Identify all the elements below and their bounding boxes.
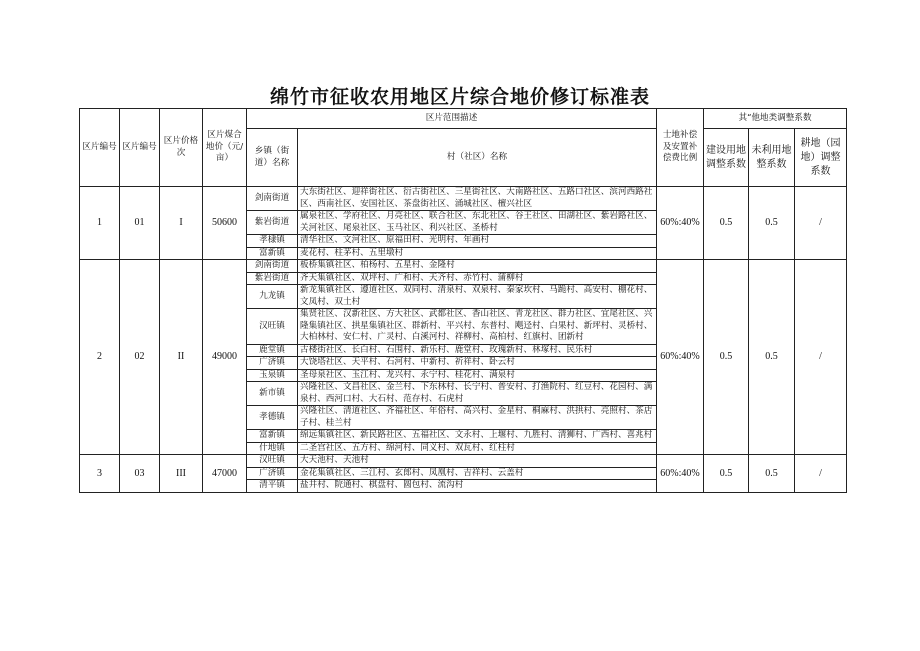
- compensation-ratio: 60%:40%: [657, 260, 704, 455]
- town-name: 剑南街道: [247, 187, 298, 211]
- town-name: 广济镇: [247, 357, 298, 370]
- header-construction: 建设用地调整系数: [704, 129, 749, 187]
- town-name: 新市镇: [247, 382, 298, 406]
- village-list: 大饶塔社区、天平村、石河村、中新村、祈祥村、卧云村: [298, 357, 657, 370]
- cultivated-coeff: /: [795, 187, 847, 260]
- village-list: 古楼街社区、长白村、石围村、新乐村、鹿堂村、玫瑰新村、林塚村、民乐村: [298, 344, 657, 357]
- compensation-ratio: 60%:40%: [657, 455, 704, 493]
- header-zone-no: 区片编号: [120, 109, 160, 187]
- header-compensation: 士地补偿及安置补偿费比例: [657, 109, 704, 187]
- unused-coeff: 0.5: [749, 187, 795, 260]
- header-price-line2: 地价（元/: [205, 141, 244, 152]
- zone-price: 49000: [203, 260, 247, 455]
- table-row: [80, 187, 847, 211]
- village-list: 兴隆社区、清道社区、齐福社区、年俗村、高兴村、金星村、桐麻村、洪拱村、亮照村、茶店子村、桂兰村: [298, 406, 657, 430]
- cultivated-coeff: /: [795, 260, 847, 455]
- town-name: 富新镇: [247, 430, 298, 443]
- header-unused: 未利用地整系数: [749, 129, 795, 187]
- town-name: 剑南街道: [247, 260, 298, 273]
- unused-coeff: 0.5: [749, 260, 795, 455]
- village-list: 金花集镇社区、三江村、玄郎村、凤凰村、吉祥村、云盖村: [298, 467, 657, 480]
- town-name: 汉旺镇: [247, 455, 298, 468]
- village-list: 大东街社区、迎祥街社区、衍古街社区、三星街社区、大南路社区、五路口社区、滨河西路社区、西南社区、安国社区、茶盘街社区、涌城社区、檀兴社区: [298, 187, 657, 211]
- zone-price: 50600: [203, 187, 247, 260]
- town-name: 玉泉镇: [247, 369, 298, 382]
- construction-coeff: 0.5: [704, 455, 749, 493]
- village-list: 绵远集镇社区、新民路社区、五福社区、文永村、上堰村、九胜村、清狮村、广西村、喜兆村: [298, 430, 657, 443]
- table-row: [80, 260, 847, 273]
- village-list: 盐井村、院通村、棋盘村、圆包村、流沟村: [298, 480, 657, 493]
- village-list: 集贤社区、汉新社区、方大社区、武都社区、香山社区、青龙社区、群力社区、宜尾社区、兴隆集镇社区、拱星集镇社区、群新村、平兴村、东普村、飓迳村、白果村、新坪村、灵桥村、大柏林村、安仁村、广灵村、白溪河村、祥柳村、高柏村、红旗村、团新村: [298, 309, 657, 345]
- header-cultivated: 耕地（园地）调整系数: [795, 129, 847, 187]
- zone-level: III: [160, 455, 203, 493]
- header-coeff-group: 其“他地类调整系数: [704, 109, 847, 129]
- price-table: [79, 108, 847, 493]
- header-price: [203, 109, 247, 187]
- village-list: 齐天集镇社区、双坪村、广和村、天齐村、赤竹村、蒲柳村: [298, 272, 657, 285]
- town-name: 广济镇: [247, 467, 298, 480]
- zone-no: 03: [120, 455, 160, 493]
- village-list: 板桥集镇社区、柏杨村、五星村、金隆村: [298, 260, 657, 273]
- compensation-ratio: 60%:40%: [657, 187, 704, 260]
- header-town: 乡镇（街道）名称: [247, 129, 298, 187]
- header-village: 村（社区）名称: [298, 129, 657, 187]
- town-name: 九龙镇: [247, 285, 298, 309]
- table-row: [80, 455, 847, 468]
- village-list: 新龙集镇社区、遵道社区、双同村、清泉村、双泉村、秦家坎村、马跪村、高安村、棚花村、文凤村、双土村: [298, 285, 657, 309]
- town-name: 什地镇: [247, 442, 298, 455]
- zone-id: 3: [80, 455, 120, 493]
- town-name: 孝棣镇: [247, 235, 298, 248]
- village-list: 圣母泉社区、玉江村、龙兴村、永宁村、桂花村、满泉村: [298, 369, 657, 382]
- header-price-line1: 区片煤合: [207, 130, 242, 141]
- village-list: 二圣宫社区、五方村、绵河村、同义村、双瓦村、红柱村: [298, 442, 657, 455]
- town-name: 富新镇: [247, 247, 298, 260]
- construction-coeff: 0.5: [704, 187, 749, 260]
- zone-no: 01: [120, 187, 160, 260]
- zone-level: II: [160, 260, 203, 455]
- header-range-desc: 区片范围描述: [247, 109, 657, 129]
- town-name: 紫岩街道: [247, 272, 298, 285]
- village-list: 属泉社区、学府社区、月亮社区、联合社区、东北社区、谷王社区、田湖社区、紫岩路社区、关河社区、尾泉社区、玉马社区、利兴社区、圣桥村: [298, 211, 657, 235]
- construction-coeff: 0.5: [704, 260, 749, 455]
- cultivated-coeff: /: [795, 455, 847, 493]
- town-name: 鹿堂镇: [247, 344, 298, 357]
- unused-coeff: 0.5: [749, 455, 795, 493]
- header-zone-id: 区片编号: [80, 109, 120, 187]
- village-list: 大天池村、天池村: [298, 455, 657, 468]
- town-name: 孝德镇: [247, 406, 298, 430]
- village-list: 兴隆社区、文昌社区、金兰村、下东林村、长宁村、普安村、打渔院村、红豆村、花园村、满泉村、西河口村、大石村、范存村、石虎村: [298, 382, 657, 406]
- town-name: 汉旺镇: [247, 309, 298, 345]
- header-price-level: 区片价格次: [160, 109, 203, 187]
- village-list: 麦花村、柱茅村、五里墩村: [298, 247, 657, 260]
- zone-id: 2: [80, 260, 120, 455]
- zone-id: 1: [80, 187, 120, 260]
- header-price-line3: 亩）: [215, 153, 234, 164]
- zone-no: 02: [120, 260, 160, 455]
- zone-level: I: [160, 187, 203, 260]
- village-list: 清华社区、文河社区、原福田村、光明村、年画村: [298, 235, 657, 248]
- town-name: 紫岩街道: [247, 211, 298, 235]
- zone-price: 47000: [203, 455, 247, 493]
- page-title: 绵竹市征收农用地区片综合地价修订标准表: [269, 86, 650, 108]
- town-name: 清平镇: [247, 480, 298, 493]
